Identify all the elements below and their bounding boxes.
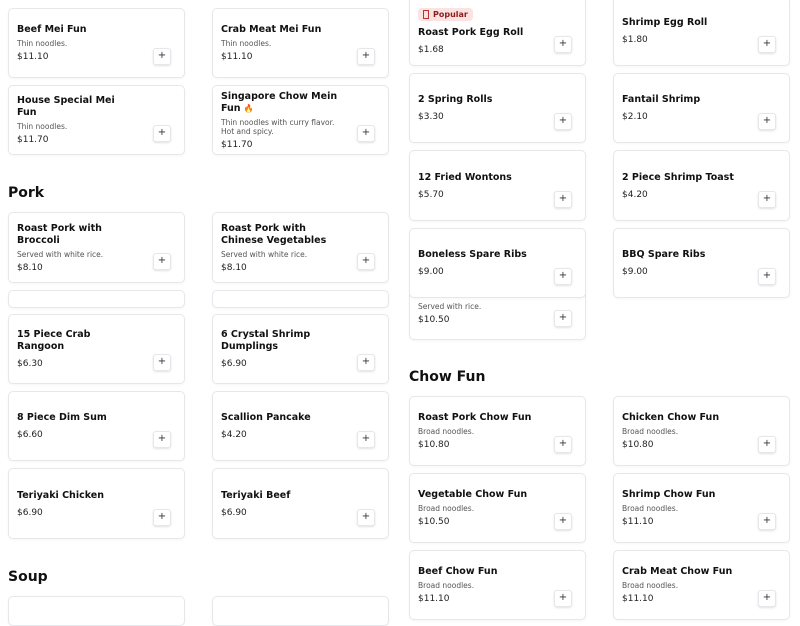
menu-item-card[interactable] — [8, 212, 185, 283]
add-to-cart-button[interactable]: + — [153, 253, 171, 270]
menu-item-card[interactable] — [613, 550, 790, 620]
item-name — [418, 172, 535, 184]
menu-item-card[interactable] — [409, 228, 586, 298]
add-to-cart-button[interactable]: + — [153, 431, 171, 448]
item-price: $11.10 — [418, 594, 450, 604]
menu-item-card[interactable] — [212, 290, 389, 308]
menu-item-card[interactable] — [212, 8, 389, 78]
menu-item-card[interactable] — [212, 391, 389, 461]
item-description: Thin noodles with curry flavor. Hot and spicy. — [221, 117, 335, 136]
add-to-cart-button[interactable]: + — [758, 513, 776, 530]
add-to-cart-button[interactable]: + — [554, 513, 572, 530]
add-to-cart-button[interactable]: + — [357, 509, 375, 526]
item-price: $5.70 — [418, 189, 444, 200]
item-price: $9.00 — [418, 267, 444, 277]
item-description: Broad noodles. — [418, 427, 475, 436]
item-description: Broad noodles. — [418, 581, 475, 590]
item-name-text: Beef Chow Fun — [418, 566, 498, 577]
popular-icon — [423, 10, 429, 19]
item-name — [622, 412, 739, 424]
item-name-text: BBQ Spare Ribs — [622, 249, 706, 260]
item-name-text: Fantail Shrimp — [622, 94, 701, 105]
item-name — [17, 95, 134, 119]
item-name-text: House Special Mei Fun — [17, 95, 115, 118]
item-price: $10.50 — [418, 517, 450, 527]
item-description: Served with white rice. — [221, 249, 308, 259]
add-to-cart-button[interactable]: + — [357, 48, 375, 65]
add-to-cart-button[interactable]: + — [554, 191, 572, 208]
menu-item-card[interactable] — [613, 228, 790, 298]
item-price: $6.90 — [221, 359, 247, 369]
add-to-cart-button[interactable]: + — [554, 436, 572, 453]
item-price: $8.10 — [221, 262, 247, 273]
menu-item-card[interactable] — [409, 0, 586, 66]
item-name-text: Shrimp Chow Fun — [622, 489, 716, 500]
item-price: $1.80 — [622, 35, 648, 45]
item-description: Broad noodles. — [622, 427, 679, 436]
item-name — [17, 412, 134, 424]
item-name-text: Beef Mei Fun — [17, 24, 87, 35]
item-price: $11.10 — [622, 517, 654, 527]
add-to-cart-button[interactable]: + — [153, 509, 171, 526]
item-name-text: 2 Spring Rolls — [418, 94, 493, 105]
add-to-cart-button[interactable]: + — [554, 310, 572, 327]
item-description: Served with white rice. — [17, 249, 104, 259]
menu-item-card[interactable] — [8, 391, 185, 461]
item-price: $4.20 — [622, 189, 648, 200]
item-price: $6.90 — [221, 507, 247, 518]
item-name-text: Vegetable Chow Fun — [418, 489, 528, 500]
item-name-text: 12 Fried Wontons — [418, 171, 512, 183]
item-name-text: Singapore Chow Mein Fun — [221, 90, 338, 114]
item-price: $10.50 — [418, 315, 450, 325]
item-name — [418, 412, 535, 424]
item-name — [418, 94, 535, 106]
item-price: $4.20 — [221, 430, 247, 440]
item-name — [221, 223, 338, 247]
item-name — [17, 490, 134, 502]
menu-item-card[interactable] — [212, 596, 389, 626]
item-name — [622, 249, 739, 261]
add-to-cart-button[interactable]: + — [758, 268, 776, 285]
menu-item-card[interactable] — [409, 150, 586, 221]
item-price: $11.10 — [622, 594, 654, 604]
item-name — [418, 249, 535, 261]
add-to-cart-button[interactable]: + — [758, 36, 776, 53]
item-name — [221, 412, 338, 424]
item-name-text: Boneless Spare Ribs — [418, 249, 527, 260]
item-name — [622, 17, 739, 29]
item-description: Thin noodles. — [221, 39, 272, 48]
item-price: $1.68 — [418, 44, 444, 55]
item-description: Thin noodles. — [17, 122, 68, 131]
menu-item-card[interactable] — [409, 396, 586, 466]
item-name-text: Roast Pork Chow Fun — [418, 412, 532, 423]
add-to-cart-button[interactable]: + — [758, 436, 776, 453]
menu-item-card[interactable] — [613, 150, 790, 221]
item-name — [17, 329, 134, 353]
item-name — [221, 329, 338, 353]
add-to-cart-button[interactable]: + — [357, 354, 375, 371]
add-to-cart-button[interactable]: + — [554, 590, 572, 607]
popular-badge — [418, 8, 473, 21]
item-price: $11.70 — [17, 135, 49, 145]
item-description: Broad noodles. — [622, 581, 679, 590]
item-name — [418, 566, 535, 578]
item-name — [221, 91, 338, 115]
item-name-text: Chicken Chow Fun — [622, 412, 720, 423]
menu-item-card[interactable] — [613, 73, 790, 143]
item-price: $11.70 — [221, 139, 253, 150]
item-price: $3.30 — [418, 112, 444, 122]
menu-item-card[interactable] — [8, 8, 185, 78]
add-to-cart-button[interactable]: + — [357, 431, 375, 448]
item-name-text: 2 Piece Shrimp Toast — [622, 171, 734, 183]
item-price: $10.80 — [418, 440, 450, 450]
menu-item-card[interactable] — [409, 73, 586, 143]
item-name — [622, 172, 739, 184]
item-name — [418, 27, 535, 39]
item-description: Broad noodles. — [418, 504, 475, 513]
menu-item-card[interactable] — [212, 85, 389, 155]
menu-item-card[interactable] — [212, 468, 389, 539]
add-to-cart-button[interactable]: + — [357, 253, 375, 270]
menu-item-card[interactable] — [409, 473, 586, 543]
item-name — [622, 566, 739, 578]
spicy-icon: 🔥 — [243, 103, 254, 113]
menu-item-card[interactable] — [8, 314, 185, 384]
item-name-text: Roast Pork with Chinese Vegetables — [221, 222, 327, 246]
menu-item-card[interactable] — [8, 85, 185, 155]
item-price: $11.10 — [221, 52, 253, 62]
item-name — [17, 24, 134, 36]
item-name-text: Crab Meat Mei Fun — [221, 24, 322, 35]
item-name-text: 15 Piece Crab Rangoon — [17, 329, 91, 352]
item-price: $6.90 — [17, 507, 43, 518]
item-name-text: Teriyaki Chicken — [17, 489, 104, 501]
add-to-cart-button[interactable]: + — [153, 125, 171, 142]
add-to-cart-button[interactable]: + — [758, 113, 776, 130]
item-name-text: Roast Pork Egg Roll — [418, 26, 524, 38]
add-to-cart-button[interactable]: + — [554, 268, 572, 285]
add-to-cart-button[interactable]: + — [554, 36, 572, 53]
badge-label: Popular — [433, 9, 468, 19]
item-price: $10.80 — [622, 440, 654, 450]
item-name-text: Shrimp Egg Roll — [622, 17, 708, 28]
item-description: Broad noodles. — [622, 504, 679, 513]
add-to-cart-button[interactable]: + — [153, 48, 171, 65]
section-heading-soup: Soup — [8, 569, 48, 585]
menu-item-card[interactable] — [409, 550, 586, 620]
item-name — [622, 94, 739, 106]
item-price: $9.00 — [622, 267, 648, 277]
item-description: Thin noodles. — [17, 39, 68, 48]
item-name-text: Crab Meat Chow Fun — [622, 566, 733, 577]
item-price: $2.10 — [622, 112, 648, 122]
menu-item-card[interactable] — [212, 314, 389, 384]
item-name-text: Teriyaki Beef — [221, 489, 291, 501]
item-name — [622, 489, 739, 501]
add-to-cart-button[interactable]: + — [758, 590, 776, 607]
menu-item-card[interactable] — [8, 468, 185, 539]
item-price: $11.10 — [17, 52, 49, 62]
item-name — [221, 24, 338, 36]
item-name-text: 8 Piece Dim Sum — [17, 412, 107, 423]
item-price: $6.60 — [17, 430, 43, 440]
item-name-text: Scallion Pancake — [221, 412, 311, 423]
add-to-cart-button[interactable]: + — [153, 354, 171, 371]
menu-item-card[interactable] — [613, 0, 790, 66]
item-name-text: 6 Crystal Shrimp Dumplings — [221, 329, 311, 352]
item-name — [221, 490, 338, 502]
item-price: $6.30 — [17, 359, 43, 369]
item-name-text: Roast Pork with Broccoli — [17, 222, 102, 246]
menu-item-card[interactable] — [613, 396, 790, 466]
section-heading-chow-fun: Chow Fun — [409, 369, 486, 385]
add-to-cart-button[interactable]: + — [554, 113, 572, 130]
menu-item-card[interactable] — [212, 212, 389, 283]
section-heading-pork: Pork — [8, 185, 45, 201]
item-name — [17, 223, 134, 247]
item-price: $8.10 — [17, 262, 43, 273]
item-name — [418, 489, 535, 501]
add-to-cart-button[interactable]: + — [357, 125, 375, 142]
menu-item-card[interactable] — [8, 290, 185, 308]
menu-item-card[interactable] — [613, 473, 790, 543]
menu-item-card[interactable] — [8, 596, 185, 626]
add-to-cart-button[interactable]: + — [758, 191, 776, 208]
item-description: Served with rice. — [418, 302, 482, 311]
